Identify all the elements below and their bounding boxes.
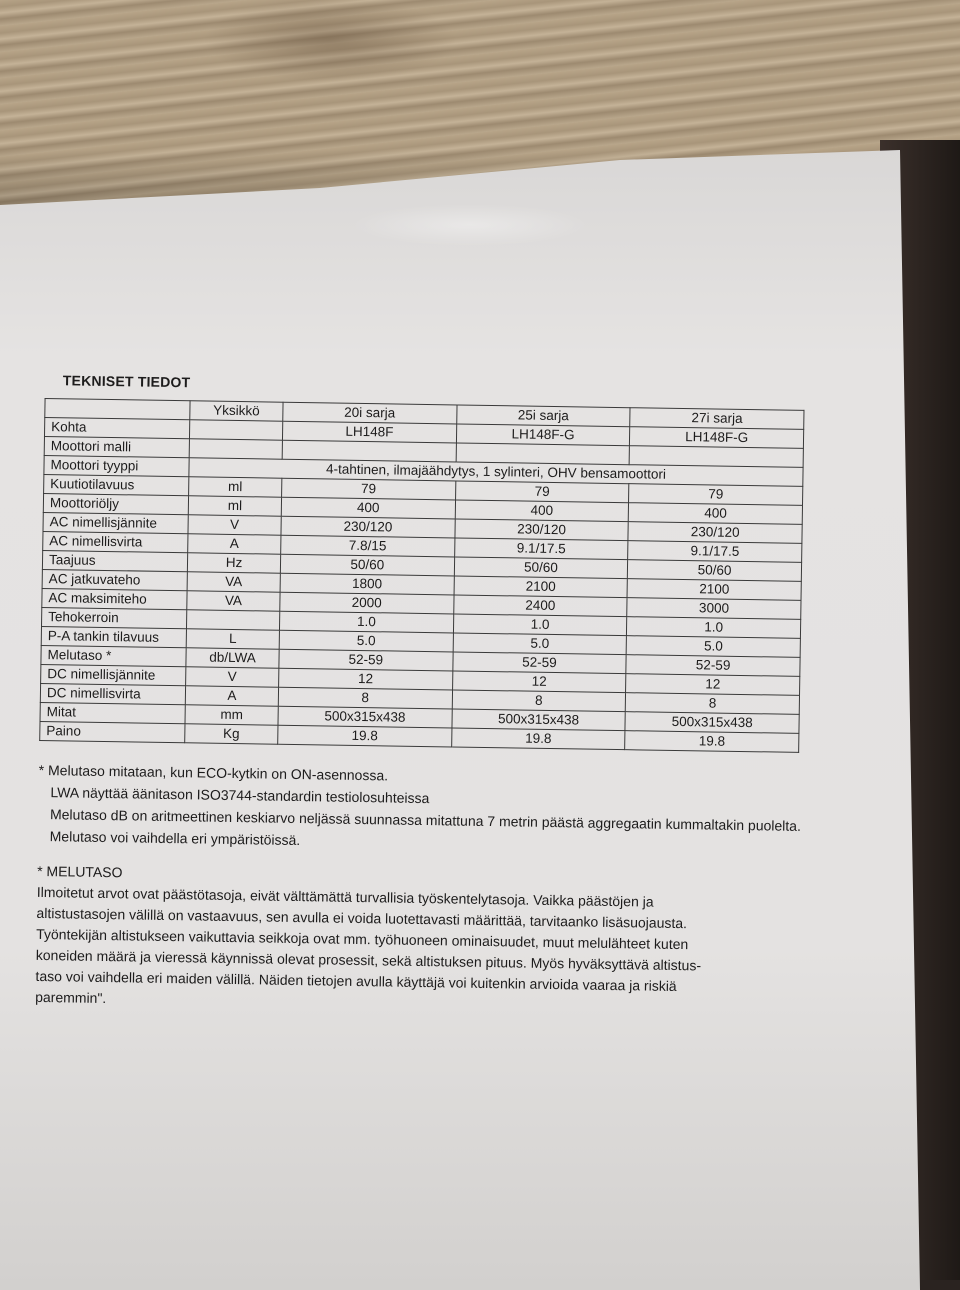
header-cell: Yksikkö: [190, 401, 283, 421]
footnote-4: Melutaso voi vaihdella eri ympäristöissä.: [49, 828, 301, 849]
row-unit: V: [186, 667, 279, 687]
row-unit: [186, 610, 279, 630]
row-value: 230/120: [455, 519, 629, 541]
row-value: 5.0: [279, 630, 453, 652]
row-unit: VA: [187, 591, 280, 611]
row-value: 5.0: [626, 636, 800, 658]
header-cell: [45, 399, 190, 420]
row-value: 230/120: [281, 516, 455, 538]
row-label: AC nimellisjännite: [43, 512, 188, 533]
row-value: 2400: [453, 595, 627, 617]
row-value: 52-59: [279, 649, 453, 671]
footnote-2: LWA näyttää äänitason ISO3744-standardin testiolosuhteissa: [50, 784, 430, 807]
row-value: 5.0: [453, 633, 627, 655]
row-label: DC nimellisvirta: [40, 683, 185, 704]
document-title: TEKNISET TIEDOT: [62, 372, 191, 391]
row-value: 12: [626, 674, 800, 696]
row-unit: A: [188, 534, 281, 554]
header-cell: LH148F-G: [630, 427, 804, 449]
footnotes: [38, 759, 829, 859]
row-label: Melutaso *: [41, 645, 186, 666]
header-cell: Kohta: [44, 418, 189, 439]
row-label: P-A tankin tilavuus: [41, 626, 186, 647]
row-value: 2100: [454, 576, 628, 598]
row-unit: V: [188, 515, 281, 535]
row-value: 19.8: [278, 725, 452, 747]
row-label: DC nimellisjännite: [41, 664, 186, 685]
row-value: 8: [452, 690, 626, 712]
row-label: Moottori tyyppi: [44, 455, 189, 476]
row-value: 400: [629, 503, 803, 525]
section-line: Ilmoitetut arvot ovat päästötasoja, eivät välttämättä turvallisia työskentelytasoja. Vaikka päästöjen ja: [36, 883, 654, 910]
row-span-value: 4-tahtinen, ilmajäähdytys, 1 sylinteri, OHV bensamoottori: [189, 458, 803, 487]
paper-fold: [300, 185, 640, 265]
row-unit: Hz: [187, 553, 280, 573]
row-value: 2100: [627, 579, 801, 601]
row-label: Moottoriöljy: [43, 493, 188, 514]
row-value: 9.1/17.5: [454, 538, 628, 560]
footnote-3: Melutaso dB on aritmeettinen keskiarvo neljässä suunnassa mitattuna 7 metrin päästä aggregaatin kummaltakin puolelta.: [49, 806, 802, 834]
row-label: Paino: [40, 721, 185, 742]
row-unit: Kg: [185, 724, 278, 744]
row-value: 8: [626, 693, 800, 715]
row-value: 19.8: [625, 731, 799, 753]
row-value: 1800: [280, 573, 454, 595]
row-value: 50/60: [454, 557, 628, 579]
document-content: [35, 372, 835, 1020]
row-value: 79: [282, 478, 456, 500]
section-line: paremmin".: [35, 988, 107, 1007]
row-label: Taajuus: [42, 550, 187, 571]
header-cell: 27i sarja: [630, 408, 804, 430]
section-line: koneiden määrä ja vieressä käynnissä olevat prosessit, sekä altistuksen pituus. Myös hyväksyttävä altistus-: [35, 946, 702, 974]
row-unit: VA: [187, 572, 280, 592]
row-value: 9.1/17.5: [628, 541, 802, 563]
footnote-1: * Melutaso mitataan, kun ECO-kytkin on ON-asennossa.: [38, 761, 389, 784]
row-value: 400: [281, 497, 455, 519]
section-line: Työntekijän altistukseen vaikuttavia seikkoja ovat mm. työhuoneen ominaisuudet, muut melulähteet kuten: [36, 925, 689, 953]
section-heading: * MELUTASO: [37, 862, 123, 881]
row-value: 12: [279, 668, 453, 690]
row-value: 500x315x438: [452, 709, 626, 731]
row-unit: [189, 439, 282, 459]
row-label: Kuutiotilavuus: [44, 474, 189, 495]
row-unit: ml: [189, 477, 282, 497]
row-unit: ml: [188, 496, 281, 516]
row-label: Moottori malli: [44, 436, 189, 457]
row-value: 2000: [280, 592, 454, 614]
row-value: 7.8/15: [281, 535, 455, 557]
row-label: AC nimellisvirta: [43, 531, 188, 552]
row-value: 79: [629, 484, 803, 506]
header-cell: 25i sarja: [456, 405, 630, 427]
row-label: Tehokerroin: [42, 607, 187, 628]
row-value: 500x315x438: [625, 712, 799, 734]
section-line: altistustasojen välillä on vastaavuus, sen avulla ei voida luotettavasti määrittää, tarvitaanko lisäsuojausta.: [36, 904, 688, 932]
row-unit: A: [185, 686, 278, 706]
section-line: taso voi vaihdella eri maiden välillä. Näiden tietojen avulla käyttäjä voi kuitenkin arvioida vaaraa ja riskiä: [35, 967, 677, 994]
row-value: 50/60: [280, 554, 454, 576]
header-cell: LH148F-G: [456, 424, 630, 446]
row-value: 1.0: [453, 614, 627, 636]
row-value: 50/60: [628, 560, 802, 582]
spec-table: [39, 398, 804, 753]
row-label: Mitat: [40, 702, 185, 723]
row-value: 8: [278, 687, 452, 709]
row-unit: L: [186, 629, 279, 649]
row-value: 1.0: [627, 617, 801, 639]
row-value: 52-59: [453, 652, 627, 674]
row-value: 1.0: [279, 611, 453, 633]
row-value: 230/120: [628, 522, 802, 544]
row-value: 79: [455, 481, 629, 503]
row-value: 12: [452, 671, 626, 693]
row-label: AC jatkuvateho: [42, 569, 187, 590]
row-unit: db/LWA: [186, 648, 279, 668]
row-unit: mm: [185, 705, 278, 725]
melutaso-section: [35, 861, 827, 1020]
row-value: 400: [455, 500, 629, 522]
row-value: 19.8: [451, 728, 625, 750]
header-cell: [189, 420, 282, 440]
row-value: 500x315x438: [278, 706, 452, 728]
header-cell: 20i sarja: [283, 402, 457, 424]
row-value: 52-59: [626, 655, 800, 677]
row-label: AC maksimiteho: [42, 588, 187, 609]
row-value: 3000: [627, 598, 801, 620]
header-cell: LH148F: [282, 421, 456, 443]
